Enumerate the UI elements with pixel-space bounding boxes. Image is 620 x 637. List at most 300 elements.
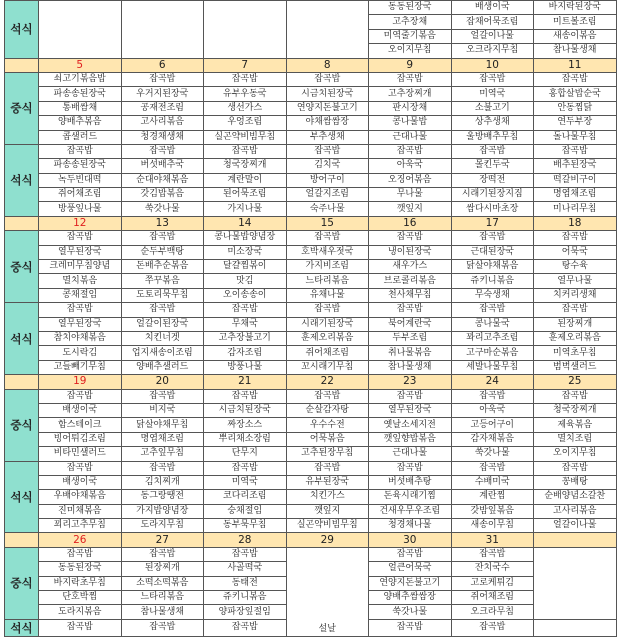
dish-cell: 단호박찜 <box>39 591 122 605</box>
dish-cell: 코다리조림 <box>204 490 287 504</box>
date-cell: 24 <box>451 375 534 389</box>
dish-cell: 고로케튀김 <box>451 576 534 590</box>
date-cell: 11 <box>534 58 617 72</box>
dish-cell: 열무된장국 <box>39 245 122 259</box>
dish-cell: 참나물생채 <box>534 44 617 58</box>
dish-cell: 아욱국 <box>369 159 452 173</box>
dish-cell: 고추된장무침 <box>286 447 369 461</box>
dish-cell: 무숙생채 <box>451 288 534 302</box>
dish-cell: 훈제오리볶음 <box>534 331 617 345</box>
dish-cell: 잡곡밥 <box>451 231 534 245</box>
dish-row <box>5 490 617 504</box>
dish-cell: 된어묵조림 <box>204 188 287 202</box>
dish-cell: 장떡전 <box>451 173 534 187</box>
dish-cell: 잡곡밥 <box>534 144 617 158</box>
dish-cell: 세발나물무침 <box>451 360 534 374</box>
dish-cell: 미역국 <box>451 87 534 101</box>
dish-row <box>5 303 617 317</box>
dish-cell: 울방배추무침 <box>451 130 534 144</box>
dish-cell: 시금치된장국 <box>286 87 369 101</box>
dish-cell: 잡곡밥 <box>121 547 204 561</box>
dish-cell: 오이지무침 <box>534 447 617 461</box>
dish-cell: 숙주나물 <box>286 202 369 216</box>
dish-cell: 배생이국 <box>39 475 122 489</box>
dish-cell: 잡곡밥 <box>534 303 617 317</box>
dish-cell: 고추장찌개 <box>369 87 452 101</box>
dish-cell: 사골떡국 <box>204 562 287 576</box>
dish-row <box>5 346 617 360</box>
dish-cell: 파송송된장국 <box>39 159 122 173</box>
dish-cell: 가지나물 <box>204 202 287 216</box>
dish-row <box>5 547 617 561</box>
dish-cell: 크레미무침양념 <box>39 260 122 274</box>
dish-cell: 잡곡밥 <box>451 389 534 403</box>
dish-cell: 잡곡밥 <box>369 547 452 561</box>
dish-cell: 잡곡밥 <box>286 231 369 245</box>
dish-cell: 잡곡밥 <box>204 547 287 561</box>
dish-cell: 미소장국 <box>204 245 287 259</box>
dish-cell: 잡곡밥 <box>369 144 452 158</box>
dish-cell: 방풍나물 <box>204 360 287 374</box>
dish-cell: 닭살야채무침 <box>121 418 204 432</box>
dish-cell: 미나리무침 <box>534 202 617 216</box>
dish-cell: 냉이된장국 <box>369 245 452 259</box>
dish-cell: 잡곡밥 <box>286 461 369 475</box>
dish-cell: 배생이국 <box>39 403 122 417</box>
dish-row <box>5 188 617 202</box>
dish-cell: 도시락김 <box>39 346 122 360</box>
date-cell: 21 <box>204 375 287 389</box>
dish-cell: 짜장소스 <box>204 418 287 432</box>
dish-cell: 동태전 <box>204 576 287 590</box>
dish-cell: 고등어구이 <box>451 418 534 432</box>
dish-cell: 잡곡밥 <box>121 619 204 636</box>
dish-cell: 콩채절임 <box>39 288 122 302</box>
meal-menu-body <box>5 1 617 637</box>
dish-cell: 천사채무침 <box>369 288 452 302</box>
dish-cell: 북어계란국 <box>369 317 452 331</box>
dish-cell: 순대야채볶음 <box>121 173 204 187</box>
meal-type-label: 석식 <box>5 619 39 636</box>
dish-cell: 쇠고기볶음밥 <box>39 72 122 86</box>
dish-row <box>5 519 617 533</box>
holiday-label: 설날 <box>286 547 369 636</box>
date-cell: 14 <box>204 216 287 230</box>
dish-cell: 참치야채볶음 <box>39 331 122 345</box>
dish-row <box>5 331 617 345</box>
dish-cell: 맛김 <box>204 274 287 288</box>
dish-cell: 열무된장국 <box>39 317 122 331</box>
dish-cell: 소불고기 <box>451 101 534 115</box>
dish-cell: 잡곡밥 <box>204 144 287 158</box>
dish-cell: 잡곡밥 <box>204 72 287 86</box>
dish-cell: 잡곡밥 <box>121 389 204 403</box>
dish-cell: 고추장채 <box>369 15 452 29</box>
dish-cell: 우수수전 <box>286 418 369 432</box>
dish-row <box>5 432 617 446</box>
dish-cell: 잡곡밥 <box>121 231 204 245</box>
dish-cell: 닭살야채볶음 <box>451 260 534 274</box>
dish-cell: 멸치조림 <box>534 432 617 446</box>
dish-cell: 도라지볶음 <box>39 605 122 619</box>
date-cell: 28 <box>204 533 287 547</box>
date-cell: 20 <box>121 375 204 389</box>
dish-cell: 꾀리고추무침 <box>39 519 122 533</box>
dish-row <box>5 504 617 518</box>
dish-row <box>5 116 617 130</box>
dish-cell: 김치찌개 <box>121 475 204 489</box>
dish-cell: 녹두빈대떡 <box>39 173 122 187</box>
date-cell: 29 <box>286 533 369 547</box>
dish-cell: 동그랑땡전 <box>121 490 204 504</box>
dish-cell: 비지국 <box>121 403 204 417</box>
dish-cell: 떡갈비구이 <box>534 173 617 187</box>
dish-cell: 갓밤잎볶음 <box>451 504 534 518</box>
dish-cell: 배추된장국 <box>534 159 617 173</box>
dish-cell: 잡곡밥 <box>121 144 204 158</box>
dish-cell: 미트볼조림 <box>534 15 617 29</box>
dish-row <box>5 101 617 115</box>
dish-cell: 고사리볶음 <box>121 116 204 130</box>
date-cell: 26 <box>39 533 122 547</box>
dish-cell: 도토리묵무침 <box>121 288 204 302</box>
dish-cell: 잡곡밥 <box>451 547 534 561</box>
dish-cell: 잔치국수 <box>451 562 534 576</box>
dish-cell: 통배쌈채 <box>39 101 122 115</box>
dish-cell: 쭈꾸볶음 <box>121 274 204 288</box>
date-cell: 22 <box>286 375 369 389</box>
dish-row <box>5 403 617 417</box>
dish-cell: 함스테이크 <box>39 418 122 432</box>
dish-cell: 야채쌈쌈장 <box>286 116 369 130</box>
dish-cell: 근대나물 <box>369 130 452 144</box>
dish-cell: 근대된장국 <box>451 245 534 259</box>
dish-cell: 범벅샐러드 <box>534 360 617 374</box>
dish-cell: 잡곡밥 <box>534 72 617 86</box>
dish-cell: 잡곡밥 <box>39 619 122 636</box>
dish-cell: 잡곡밥 <box>121 303 204 317</box>
dish-cell: 가지밥양념장 <box>121 504 204 518</box>
dish-cell: 된장찌개 <box>121 562 204 576</box>
dish-cell: 치킨가스 <box>286 490 369 504</box>
dish-cell: 꼬시래기무침 <box>286 360 369 374</box>
dish-row <box>5 130 617 144</box>
dish-row <box>5 144 617 158</box>
dish-cell: 뿌리채소장림 <box>204 432 287 446</box>
dish-cell: 상추생채 <box>451 116 534 130</box>
dish-cell: 고구마순볶음 <box>451 346 534 360</box>
dish-cell: 유부된장국 <box>286 475 369 489</box>
dish-cell: 잡곡밥 <box>39 389 122 403</box>
dish-cell: 쥬키니볶음 <box>451 274 534 288</box>
date-cell: 16 <box>369 216 452 230</box>
dish-cell: 깻잎지 <box>286 504 369 518</box>
empty-day-cell <box>204 1 287 59</box>
dish-cell: 옛날소세지전 <box>369 418 452 432</box>
dish-cell: 쑥갓나물 <box>451 447 534 461</box>
dish-row <box>5 418 617 432</box>
dish-cell: 쌈다시마초장 <box>451 202 534 216</box>
dish-cell: 시래기된장국 <box>286 317 369 331</box>
dish-cell: 잡곡밥 <box>451 144 534 158</box>
date-cell: 19 <box>39 375 122 389</box>
dish-cell: 유부우동국 <box>204 87 287 101</box>
date-cell: 10 <box>451 58 534 72</box>
dish-cell: 미역국 <box>204 475 287 489</box>
dish-row <box>5 288 617 302</box>
empty-day-cell <box>534 619 617 636</box>
dish-cell: 달걀찜볶이 <box>204 260 287 274</box>
date-cell: 13 <box>121 216 204 230</box>
dish-cell: 공재전조림 <box>121 101 204 115</box>
dish-row <box>5 245 617 259</box>
dish-cell: 동부묵무침 <box>204 519 287 533</box>
empty-day-cell <box>534 547 617 619</box>
dish-cell: 순두부백탕 <box>121 245 204 259</box>
date-row-spacer <box>5 533 39 547</box>
dish-cell: 된장찌개 <box>534 317 617 331</box>
dish-cell: 실곤약비빔무침 <box>204 130 287 144</box>
dish-cell: 돈육시래기찜 <box>369 490 452 504</box>
dish-cell: 무채국 <box>204 317 287 331</box>
dish-cell: 잡곡밥 <box>39 231 122 245</box>
dish-cell: 콩나물국 <box>451 317 534 331</box>
meal-type-label: 중식 <box>5 72 39 144</box>
dish-cell: 잡채어묵조림 <box>451 15 534 29</box>
dish-cell: 파송송된장국 <box>39 87 122 101</box>
dish-cell: 멸치볶음 <box>39 274 122 288</box>
dish-cell: 잡곡밥 <box>121 72 204 86</box>
dish-cell: 무나물 <box>369 188 452 202</box>
date-cell <box>534 533 617 547</box>
dish-cell: 잡곡밥 <box>286 303 369 317</box>
dish-cell: 업지새송이조림 <box>121 346 204 360</box>
dish-cell: 잡곡밥 <box>451 303 534 317</box>
date-cell: 31 <box>451 533 534 547</box>
dish-row <box>5 87 617 101</box>
dish-cell: 단무지 <box>204 447 287 461</box>
dish-cell: 잡곡밥 <box>451 461 534 475</box>
dish-cell: 잡곡밥 <box>534 231 617 245</box>
dish-cell: 진미채볶음 <box>39 504 122 518</box>
dish-cell: 돌나물무침 <box>534 130 617 144</box>
dish-row <box>5 317 617 331</box>
date-row-spacer <box>5 216 39 230</box>
dish-cell: 콩나물밥양념장 <box>204 231 287 245</box>
dish-cell: 취나물볶음 <box>369 346 452 360</box>
dish-cell: 잡곡밥 <box>204 461 287 475</box>
dish-cell: 쥬키니볶음 <box>204 591 287 605</box>
date-cell: 23 <box>369 375 452 389</box>
dish-cell: 얼갈이나물 <box>534 519 617 533</box>
dish-cell: 청국장찌개 <box>204 159 287 173</box>
dish-cell: 꽁배탕 <box>534 475 617 489</box>
meal-type-label: 중식 <box>5 547 39 619</box>
meal-menu-table <box>4 0 617 637</box>
dish-cell: 어묵국 <box>534 245 617 259</box>
dish-cell: 가지비조림 <box>286 260 369 274</box>
dish-cell: 돈배추순볶음 <box>121 260 204 274</box>
dish-cell: 잡곡밥 <box>534 461 617 475</box>
dish-cell: 잡곡밥 <box>369 72 452 86</box>
meal-type-label: 석식 <box>5 144 39 216</box>
dish-cell: 숭채절임 <box>204 504 287 518</box>
dish-cell: 콩나물밥 <box>369 116 452 130</box>
dish-cell: 양배추쌈쌈장 <box>369 591 452 605</box>
dish-cell: 쑥갓나물 <box>369 605 452 619</box>
dish-cell: 버섯배추탕 <box>369 475 452 489</box>
dish-cell: 제육볶음 <box>534 418 617 432</box>
date-cell: 6 <box>121 58 204 72</box>
meal-type-label: 석식 <box>5 303 39 375</box>
dish-cell: 미역줄기볶음 <box>369 29 452 43</box>
dish-cell: 잡곡밥 <box>369 619 452 636</box>
dish-cell: 배생이국 <box>451 1 534 15</box>
dish-cell: 바지락된장국 <box>534 1 617 15</box>
dish-cell: 쥐어채조림 <box>286 346 369 360</box>
dish-cell: 깻잎향밥볶음 <box>369 432 452 446</box>
empty-day-cell <box>121 1 204 59</box>
dish-cell: 두부조림 <box>369 331 452 345</box>
dish-cell: 유채나물 <box>286 288 369 302</box>
date-cell: 18 <box>534 216 617 230</box>
dish-cell: 훈제오리볶음 <box>286 331 369 345</box>
date-row <box>5 533 617 547</box>
dish-cell: 잡곡밥 <box>286 72 369 86</box>
dish-cell: 홍합살밥순국 <box>534 87 617 101</box>
dish-cell: 쑥갓나물 <box>121 202 204 216</box>
dish-cell: 안동찜닭 <box>534 101 617 115</box>
dish-cell: 연두부장 <box>534 116 617 130</box>
dish-cell: 양배추볶음 <box>39 116 122 130</box>
dish-cell: 새송이무침 <box>451 519 534 533</box>
dish-cell: 오크라무침 <box>451 605 534 619</box>
dish-cell: 잡곡밥 <box>204 619 287 636</box>
dish-cell: 잡곡밥 <box>286 144 369 158</box>
dish-row <box>5 72 617 86</box>
dish-row <box>5 260 617 274</box>
dish-cell: 브로콜리볶음 <box>369 274 452 288</box>
dish-cell: 동동된장국 <box>369 1 452 15</box>
dish-cell: 잡곡밥 <box>204 389 287 403</box>
dish-cell: 꽈리고추조림 <box>451 331 534 345</box>
dish-cell: 빙어튀김조림 <box>39 432 122 446</box>
dish-cell: 몰킨두국 <box>451 159 534 173</box>
dish-cell: 연양지돈불고기 <box>369 576 452 590</box>
dish-cell: 청국장찌개 <box>534 403 617 417</box>
dish-cell: 동동된장국 <box>39 562 122 576</box>
date-row <box>5 58 617 72</box>
dish-cell: 연양지돈불고기 <box>286 101 369 115</box>
dish-cell: 청경채생채 <box>121 130 204 144</box>
dish-cell: 오이송송이 <box>204 288 287 302</box>
dish-cell: 감자채볶음 <box>451 432 534 446</box>
dish-cell: 청경채나물 <box>369 519 452 533</box>
dish-cell: 잡곡밥 <box>534 389 617 403</box>
dish-cell: 순배양념소갈찬 <box>534 490 617 504</box>
dish-cell: 호박새우젓국 <box>286 245 369 259</box>
dish-cell: 김치국 <box>286 159 369 173</box>
date-cell: 27 <box>121 533 204 547</box>
dish-cell: 잡곡밥 <box>369 389 452 403</box>
dish-cell: 순살감자탕 <box>286 403 369 417</box>
dish-row <box>5 274 617 288</box>
dish-cell: 오징어볶음 <box>369 173 452 187</box>
dish-cell: 계란찜 <box>451 490 534 504</box>
dish-cell: 느타리볶음 <box>286 274 369 288</box>
empty-day-cell <box>286 1 369 59</box>
empty-day-cell <box>39 1 122 59</box>
date-cell: 17 <box>451 216 534 230</box>
dish-cell: 수배미국 <box>451 475 534 489</box>
dish-cell: 참나물생채 <box>369 360 452 374</box>
date-cell: 12 <box>39 216 122 230</box>
dish-row <box>5 159 617 173</box>
dish-row <box>5 389 617 403</box>
dish-row <box>5 231 617 245</box>
dish-cell: 시래기된장지짐 <box>451 188 534 202</box>
dish-cell: 도라지무침 <box>121 519 204 533</box>
dish-cell: 얼갈이된장국 <box>121 317 204 331</box>
dish-cell: 잡곡밥 <box>204 303 287 317</box>
dish-cell: 방풍잎나물 <box>39 202 122 216</box>
dish-cell: 판시장채 <box>369 101 452 115</box>
dish-cell: 우배야채볶음 <box>39 490 122 504</box>
dish-cell: 비타민샐러드 <box>39 447 122 461</box>
dish-cell: 잡곡밥 <box>39 303 122 317</box>
dish-row <box>5 447 617 461</box>
dish-cell: 아욱국 <box>451 403 534 417</box>
date-row <box>5 375 617 389</box>
dish-cell: 쥐어채조림 <box>39 188 122 202</box>
dish-row <box>5 202 617 216</box>
dish-cell: 잡곡밥 <box>39 144 122 158</box>
dish-cell: 잡곡밥 <box>39 461 122 475</box>
date-cell: 7 <box>204 58 287 72</box>
dish-cell: 시금치된장국 <box>204 403 287 417</box>
date-cell: 8 <box>286 58 369 72</box>
dish-cell: 탕수육 <box>534 260 617 274</box>
dish-cell: 잡곡밥 <box>39 547 122 561</box>
dish-cell: 양파장잎절임 <box>204 605 287 619</box>
dish-cell: 열무나물 <box>534 274 617 288</box>
date-cell: 9 <box>369 58 452 72</box>
dish-cell: 버섯배추국 <box>121 159 204 173</box>
dish-cell: 잡곡밥 <box>451 72 534 86</box>
date-row-spacer <box>5 375 39 389</box>
dish-cell: 얼갈지조림 <box>286 188 369 202</box>
dish-cell: 바지락초무침 <box>39 576 122 590</box>
dish-cell: 깻잎지 <box>369 202 452 216</box>
dish-cell: 새송이볶음 <box>534 29 617 43</box>
dish-cell: 고추잎무침 <box>121 447 204 461</box>
dish-cell: 계란말이 <box>204 173 287 187</box>
dish-cell: 얼큰어묵국 <box>369 562 452 576</box>
date-cell: 25 <box>534 375 617 389</box>
dish-cell: 건새우무우조림 <box>369 504 452 518</box>
dish-cell: 잡곡밥 <box>369 461 452 475</box>
meal-type-label: 중식 <box>5 231 39 303</box>
dish-cell: 우엉조림 <box>204 116 287 130</box>
dish-cell: 생선가스 <box>204 101 287 115</box>
dish-row <box>5 360 617 374</box>
dish-cell: 열무된장국 <box>369 403 452 417</box>
dish-row <box>5 173 617 187</box>
date-row <box>5 216 617 230</box>
meal-type-label: 중식 <box>5 389 39 461</box>
dish-cell: 어묵볶음 <box>286 432 369 446</box>
dish-cell: 소떡소떡볶음 <box>121 576 204 590</box>
